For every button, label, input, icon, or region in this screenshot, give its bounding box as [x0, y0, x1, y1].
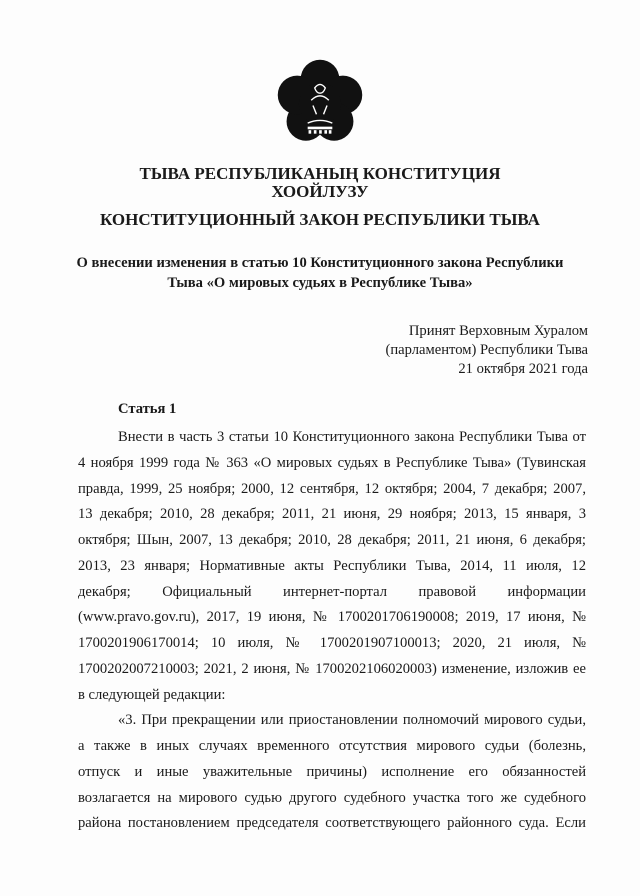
article-text-line: 1700202007210003; 2021, 2 июня, № 1700202106020003) изменение, изложив ее: [78, 660, 586, 677]
article-text-line: октября; Шын, 2007, 13 декабря; 2010, 28 декабря; 2011, 21 июня, 6 декабря;: [78, 532, 586, 548]
article-text-line: Внести в часть 3 статьи 10 Конституционного закона Республики Тыва от: [118, 429, 586, 445]
article-text-line: (www.pravo.gov.ru), 2017, 19 июня, № 1700201706190008; 2019, 17 июня, №: [78, 609, 586, 626]
article-text-line: 2013, 23 января; Нормативные акты Республики Тыва, 2014, 11 июля, 12: [78, 557, 586, 574]
adoption-line-1: Принят Верховным Хуралом: [408, 323, 588, 339]
republic-title-tuvan: ТЫВА РЕСПУБЛИКАНЫҢ КОНСТИТУЦИЯ: [139, 164, 501, 183]
tuva-coat-of-arms-icon: [276, 58, 364, 146]
article-text-line: «3. При прекращении или приостановлении полномочий мирового судьи,: [118, 712, 586, 729]
article-text-line: 13 декабря; 2010, 28 декабря; 2011, 21 июня, 29 ноября; 2013, 15 января, 3: [78, 506, 586, 523]
article-text-line: 1700201906170014; 10 июля, № 1700201907100013; 2020, 21 июля, №: [78, 635, 586, 651]
adoption-line-2: (парламентом) Республики Тыва: [385, 342, 588, 358]
article-text-line: в следующей редакции:: [78, 686, 226, 703]
republic-title-tuvan-cont: ХООЙЛУЗУ: [271, 182, 369, 201]
adoption-date: 21 октября 2021 года: [458, 361, 588, 377]
law-type-title: КОНСТИТУЦИОННЫЙ ЗАКОН РЕСПУБЛИКИ ТЫВА: [100, 210, 540, 229]
article-text-line: правда, 1999, 25 ноября; 2000, 12 сентября, 12 октября; 2004, 7 декабря; 2007,: [78, 480, 586, 497]
law-subject-line-2: Тыва «О мировых судьях в Республике Тыва»: [167, 275, 473, 291]
article-text-line: возлагается на мирового судью другого судебного участка того же судебного: [78, 789, 586, 806]
article-text-line: 4 ноября 1999 года № 363 «О мировых судьях в Республике Тыва» (Тувинская: [78, 454, 586, 471]
law-subject-line-1: О внесении изменения в статью 10 Конституционного закона Республики: [76, 255, 564, 271]
article-body: [78, 425, 586, 837]
article-text-line: района постановлением председателя соответствующего районного суда. Если: [78, 815, 586, 832]
article-text-line: декабря; Официальный интернет-портал правовой информации: [78, 583, 586, 600]
article-text-line: отпуск и иные уважительные причины) исполнение его обязанностей: [78, 763, 586, 780]
article-text-line: а также в иных случаях временного отсутствия мирового судьи (болезнь,: [78, 738, 586, 754]
article-heading: Статья 1: [118, 401, 177, 417]
